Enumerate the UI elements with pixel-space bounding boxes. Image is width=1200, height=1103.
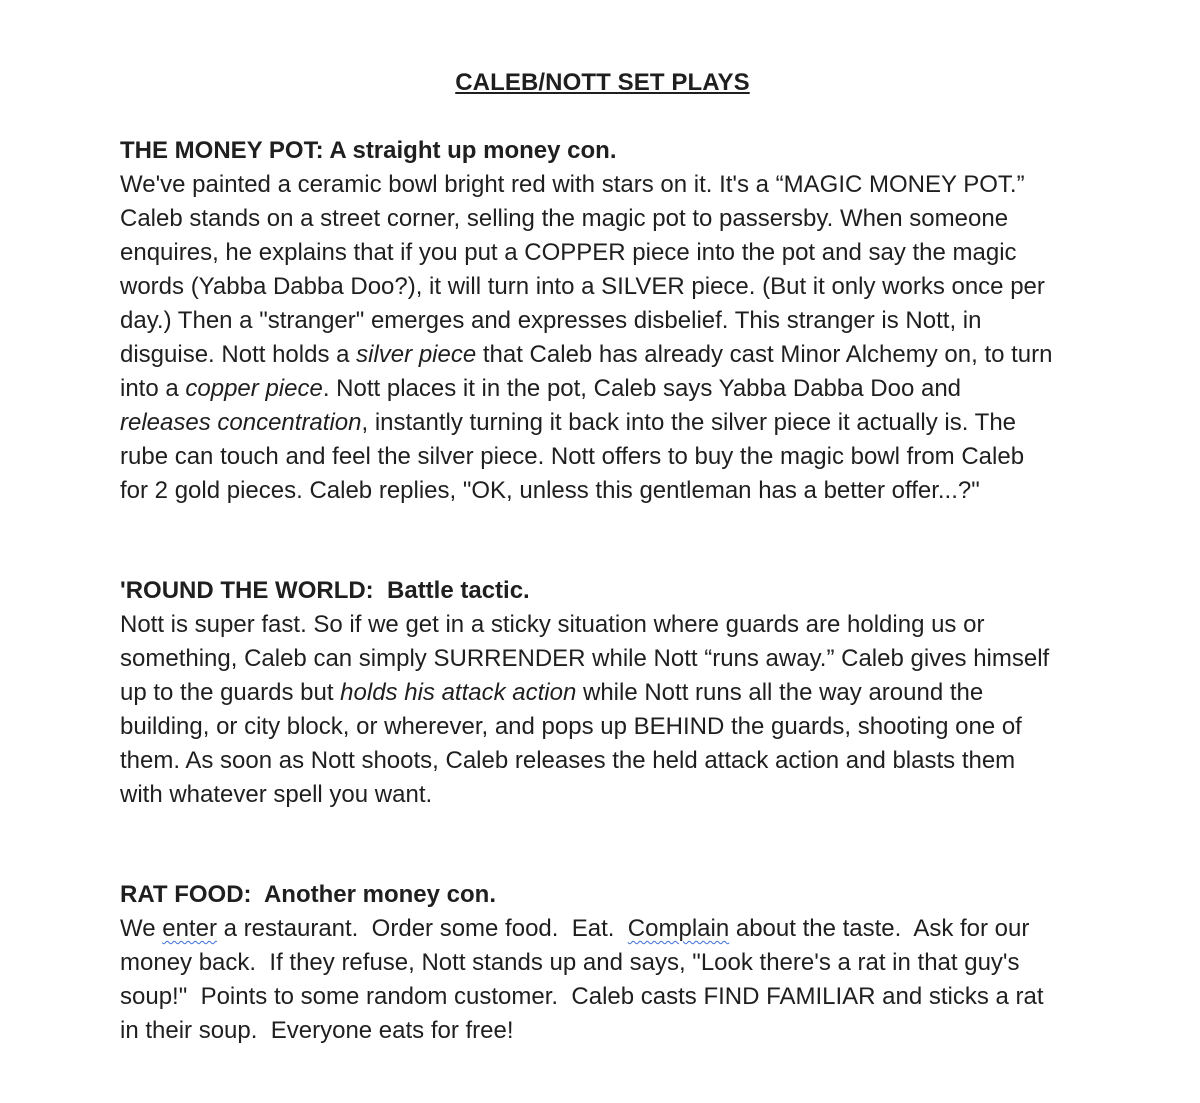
text-run: while Nott runs all the way around the <box>576 679 984 706</box>
section-heading: 'ROUND THE WORLD: Battle tactic. <box>120 577 530 604</box>
text-run: Caleb stands on a street corner, selling the magic pot to passersby. When someone <box>120 205 1009 232</box>
paragraph-line <box>120 642 1085 676</box>
text-run: words (Yabba Dabba Doo?), it will turn into a SILVER piece. (But it only works once per <box>120 273 1045 300</box>
section-body <box>120 168 1085 508</box>
text-run: up to the guards but <box>120 679 341 706</box>
text-run: something, Caleb can simply SURRENDER while Nott “runs away.” Caleb gives himself <box>120 645 1050 672</box>
text-run: We've painted a ceramic bowl bright red with stars on it. It's a “MAGIC MONEY POT.” <box>120 171 1025 198</box>
italic-text: silver piece <box>356 341 477 368</box>
text-run: day.) Then a "stranger" emerges and expresses disbelief. This stranger is Nott, in <box>120 307 982 334</box>
text-run: building, or city block, or wherever, and pops up BEHIND the guards, shooting one of <box>120 713 1022 740</box>
paragraph-line <box>120 912 1085 946</box>
text-run: them. As soon as Nott shoots, Caleb releases the held attack action and blasts them <box>120 747 1016 774</box>
spellcheck-word: Complain <box>627 915 730 942</box>
italic-text: holds his attack action <box>340 679 577 706</box>
paragraph-line <box>120 168 1085 202</box>
text-run: with whatever spell you want. <box>120 781 433 808</box>
text-run: in their soup. Everyone eats for free! <box>120 1017 514 1044</box>
paragraph-line <box>120 474 1085 508</box>
paragraph-line <box>120 406 1085 440</box>
document-title: CALEB/NOTT SET PLAYS <box>455 69 750 96</box>
paragraph-line <box>120 778 1085 812</box>
text-run: disguise. Nott holds a <box>120 341 357 368</box>
paragraph-line <box>120 980 1085 1014</box>
text-run: into a <box>120 375 186 402</box>
text-run: for 2 gold pieces. Caleb replies, "OK, unless this gentleman has a better offer...?" <box>120 477 980 504</box>
text-run: that Caleb has already cast Minor Alchemy on, to turn <box>476 341 1053 368</box>
paragraph-line <box>120 1014 1085 1048</box>
section-heading: RAT FOOD: Another money con. <box>120 881 496 908</box>
text-run: Nott is super fast. So if we get in a sticky situation where guards are holding us or <box>120 611 985 638</box>
document-page <box>120 66 1085 1048</box>
text-run: , instantly turning it back into the silver piece it actually is. The <box>361 409 1017 436</box>
section-body <box>120 608 1085 812</box>
paragraph-line <box>120 676 1085 710</box>
paragraph-line <box>120 236 1085 270</box>
text-run: . Nott places it in the pot, Caleb says Yabba Dabba Doo and <box>322 375 962 402</box>
section-body <box>120 912 1085 1048</box>
section-round-the-world <box>120 574 1085 812</box>
section-rat-food <box>120 878 1085 1048</box>
paragraph-line <box>120 338 1085 372</box>
italic-text: copper piece <box>185 375 323 402</box>
paragraph-line <box>120 710 1085 744</box>
paragraph-line <box>120 270 1085 304</box>
text-run: money back. If they refuse, Nott stands up and says, "Look there's a rat in that guy's <box>120 949 1020 976</box>
text-run: a restaurant. Order some food. Eat. <box>216 915 628 942</box>
paragraph-line <box>120 946 1085 980</box>
text-run: soup!" Points to some random customer. Caleb casts FIND FAMILIAR and sticks a rat <box>120 983 1044 1010</box>
text-run: about the taste. Ask for our <box>729 915 1030 942</box>
text-run: enquires, he explains that if you put a COPPER piece into the pot and say the magic <box>120 239 1017 266</box>
text-run: We <box>120 915 163 942</box>
paragraph-line <box>120 440 1085 474</box>
text-run: rube can touch and feel the silver piece. Nott offers to buy the magic bowl from Caleb <box>120 443 1025 470</box>
italic-text: releases concentration <box>120 409 362 436</box>
paragraph-line <box>120 608 1085 642</box>
paragraph-line <box>120 372 1085 406</box>
paragraph-line <box>120 202 1085 236</box>
paragraph-line <box>120 744 1085 778</box>
paragraph-line <box>120 304 1085 338</box>
spellcheck-word: enter <box>162 915 217 942</box>
section-money-pot <box>120 134 1085 508</box>
section-heading: THE MONEY POT: A straight up money con. <box>120 137 617 164</box>
